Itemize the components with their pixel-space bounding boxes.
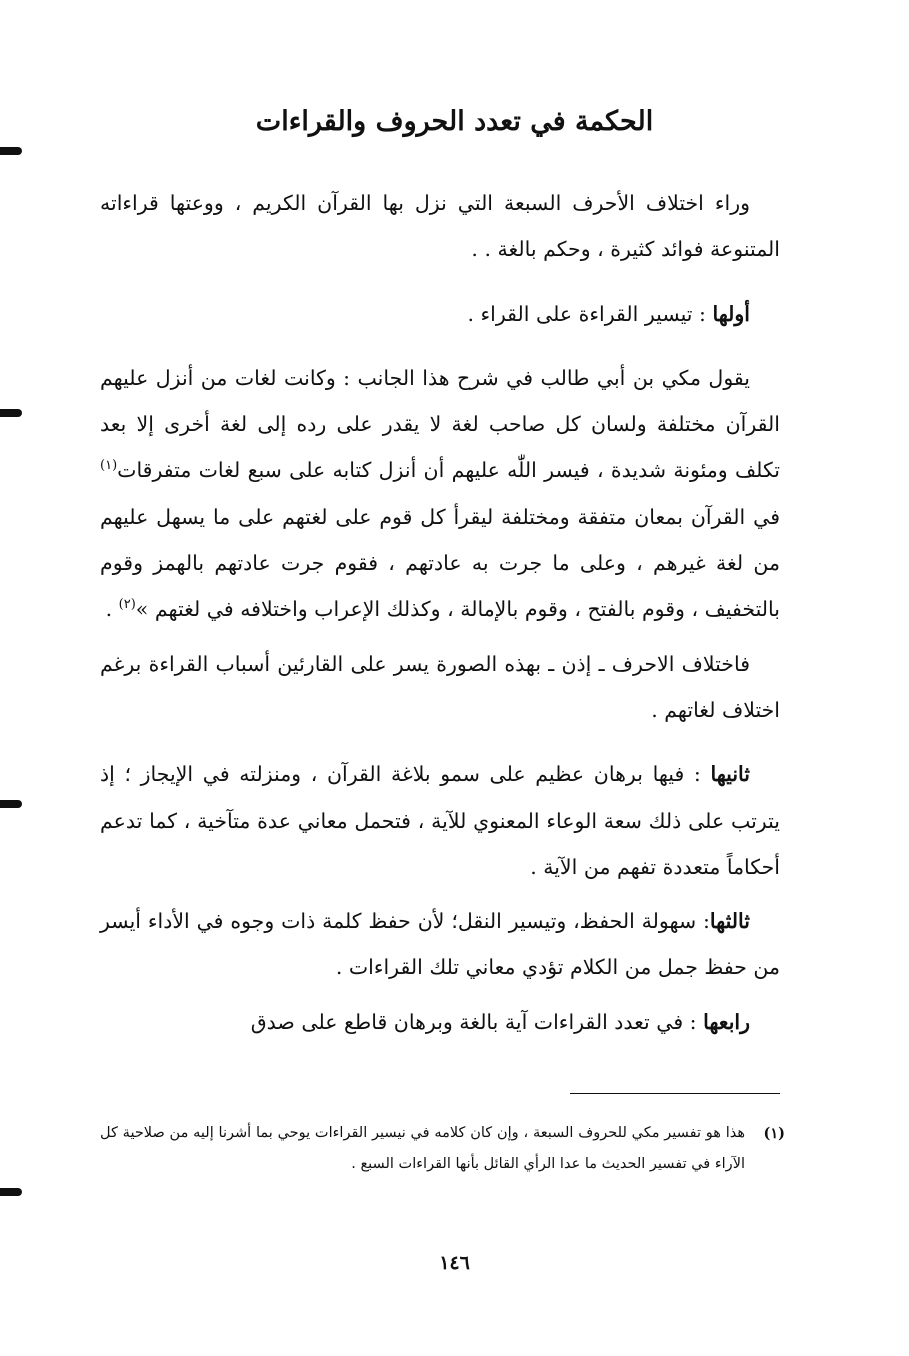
footnote-divider bbox=[570, 1093, 780, 1094]
makki-quote-part-a: يقول مكي بن أبي طالب في شرح هذا الجانب : وكانت لغات من أنزل عليهم القرآن مختلفة ولسان كل صاحب لغة لا يقدر على رده إلى لغة أخرى إلا بعد تكلف ومئونة شديدة ، فيسر اللّٰه عليهم أن أنزل كتابه على سبع لغات متفرقات bbox=[100, 365, 780, 483]
page-number: ١٤٦ bbox=[439, 1252, 470, 1274]
paragraph-fourth-benefit bbox=[100, 999, 780, 1045]
paragraph-makki-quote bbox=[100, 355, 780, 633]
binding-mark bbox=[0, 1188, 22, 1196]
paragraph-intro: وراء اختلاف الأحرف السبعة التي نزل بها القرآن الكريم ، ووعتها قراءاته المتنوعة فوائد كثيرة ، وحكم بالغة . . bbox=[100, 191, 780, 262]
binding-mark bbox=[0, 800, 22, 808]
third-benefit-lead: ثالثها bbox=[709, 909, 750, 934]
paragraph-first-benefit bbox=[100, 291, 780, 337]
first-benefit-lead: أولها bbox=[712, 301, 750, 326]
footnotes bbox=[100, 1118, 785, 1180]
first-benefit-text: : تيسير القراءة على القراء . bbox=[467, 301, 713, 326]
footnote-ref-1[interactable]: (١) bbox=[100, 458, 118, 474]
paragraph-second-benefit bbox=[100, 751, 780, 890]
page-title: الحكمة في تعدد الحروف والقراءات bbox=[255, 106, 654, 137]
footnote-1 bbox=[100, 1118, 785, 1180]
makki-quote-part-b: في القرآن بمعان متفقة ومختلفة ليقرأ كل قوم على لغتهم على ما يسهل عليهم من لغة غيرهم ، وعلى ما جرت به عادتهم ، فقوم جرت عادتهم بالهمز وقوم بالتخفيف ، وقوم بالفتح ، وقوم بالإمالة ، وكذلك الإعراب واختلافه في لغتهم » bbox=[100, 504, 780, 622]
third-benefit-text: : سهولة الحفظ، وتيسير النقل؛ لأن حفظ كلمة ذات وجوه في الأداء أيسر من حفظ جمل من الكلام تؤدي معاني تلك القراءات . bbox=[100, 909, 780, 980]
footnote-ref-2[interactable]: (٢) bbox=[118, 597, 136, 613]
footnote-number: (١) bbox=[763, 1125, 785, 1142]
fourth-benefit-lead: رابعها bbox=[703, 1009, 750, 1034]
second-benefit-lead: ثانيها bbox=[710, 762, 750, 787]
paragraph-conclusion: فاختلاف الاحرف ـ إذن ـ بهذه الصورة يسر على القارئين أسباب القراءة برغم اختلاف لغاتهم . bbox=[100, 651, 780, 722]
binding-mark bbox=[0, 147, 22, 155]
binding-mark bbox=[0, 409, 22, 417]
paragraph-third-benefit bbox=[100, 898, 780, 991]
second-benefit-text: : فيها برهان عظيم على سمو بلاغة القرآن ، ومنزلته في الإيجاز ؛ إذ يترتب على ذلك سعة الوعاء المعنوي للآية ، فتحمل معاني عدة متآخية ، كما تدعم أحكاماً متعددة تفهم من الآية . bbox=[100, 762, 780, 879]
main-text bbox=[100, 180, 780, 1045]
fourth-benefit-text: : في تعدد القراءات آية بالغة وبرهان قاطع على صدق bbox=[250, 1009, 704, 1034]
makki-quote-part-c: . bbox=[105, 597, 119, 622]
footnote-text: هذا هو تفسير مكي للحروف السبعة ، وإن كان كلامه في نيسير القراءات يوحي بما أشرنا إليه من صلاحية كل الآراء في تفسير الحديث ما عدا الرأي القائل بأنها القراءات السبع . bbox=[100, 1125, 745, 1172]
